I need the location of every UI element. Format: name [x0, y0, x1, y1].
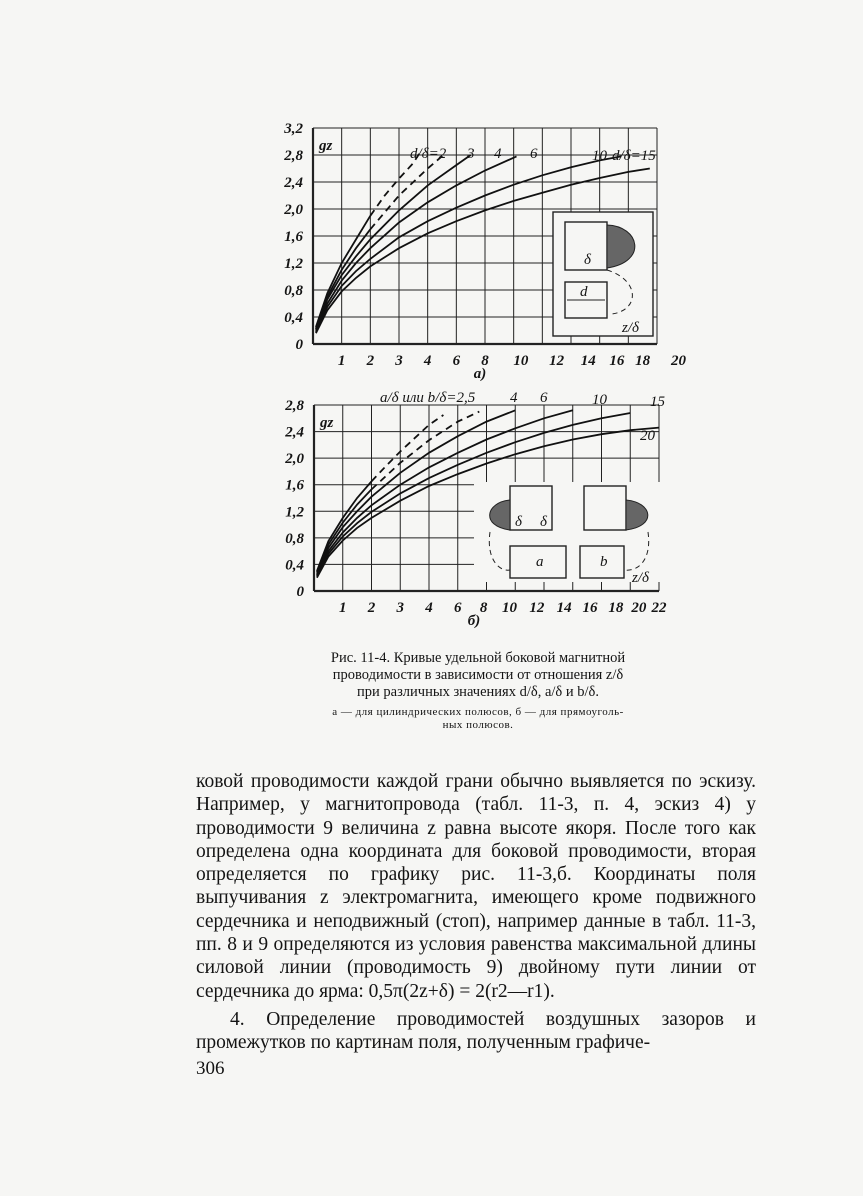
curve-label: d/δ=15 — [612, 148, 656, 164]
x-tick-label: 12 — [529, 600, 545, 616]
x-tick-label: 18 — [608, 600, 624, 616]
curve-label: 15 — [650, 394, 665, 410]
body-paragraph: 4. Определение проводимостей воздушных зазоров и промежутков по картинам поля, полученным графиче- — [196, 1009, 756, 1054]
inset-label: z/δ — [622, 320, 639, 336]
curve-label: a/δ или b/δ=2,5 — [380, 390, 476, 406]
x-tick-label: 3 — [395, 353, 403, 369]
y-tick-label: 2,0 — [284, 202, 303, 218]
y-tick-label: 2,0 — [285, 451, 304, 468]
y-tick-label: 0 — [296, 584, 304, 600]
curve-label: 6 — [530, 146, 538, 162]
x-tick-label: 10 — [513, 353, 529, 369]
x-tick-label: 14 — [556, 600, 572, 616]
x-tick-label: 6 — [454, 600, 462, 616]
x-tick-label: 22 — [651, 600, 667, 616]
subcaption-line: ных полюсов. — [442, 719, 514, 731]
curve-label: 20 — [640, 428, 655, 444]
page-number: 306 — [196, 1058, 225, 1079]
inset-label: d — [580, 284, 588, 300]
y-tick-label: 1,2 — [285, 504, 304, 521]
curve-label: d/δ=2 — [410, 146, 447, 162]
curve-label: 4 — [494, 146, 502, 162]
inset-label: δ — [584, 252, 591, 268]
curve-label: 10 — [592, 148, 607, 164]
caption-line: Рис. 11-4. Кривые удельной боковой магнитной — [330, 650, 626, 666]
y-tick-label: 1,2 — [284, 256, 303, 272]
x-tick-label: 6 — [452, 353, 461, 369]
x-tick-label: 2 — [366, 353, 375, 369]
x-tick-label: 1 — [339, 600, 347, 616]
y-tick-label: 2,4 — [284, 175, 303, 191]
inset-frame — [474, 482, 660, 582]
inset-label: δ — [540, 514, 547, 530]
curve-label: 6 — [540, 390, 548, 406]
y-tick-label: 0 — [295, 337, 303, 353]
x-tick-label: 4 — [425, 600, 433, 616]
x-tick-label: 16 — [609, 353, 625, 369]
x-tick-label: 2 — [367, 600, 376, 616]
curve-label: 4 — [510, 390, 518, 406]
y-tick-label: 1,6 — [285, 477, 304, 494]
curve-label: 10 — [592, 392, 607, 408]
series-line — [316, 156, 517, 330]
y-tick-label: 0,4 — [284, 310, 303, 326]
x-tick-label: 12 — [549, 353, 565, 369]
inset-label: z/δ — [632, 570, 649, 586]
x-tick-label: 20 — [671, 353, 686, 369]
chart-panel-b — [284, 390, 667, 629]
x-tick-label: 10 — [502, 600, 517, 616]
y-axis-label: gz — [319, 138, 333, 154]
figure-caption — [258, 650, 698, 701]
caption-line: при различных значениях d/δ, a/δ и b/δ. — [356, 684, 599, 700]
curve-label: 3 — [467, 146, 475, 162]
x-tick-label: 4 — [423, 353, 432, 369]
body-paragraph: ковой проводимости каждой грани обычно выявляется по эскизу. Например, у магнитопровода (табл. 11-3, п. 4, эскиз 4) у проводимости 9 величина z равна высоте якоря. После того как определена одна координата для боковой проводимости, вторая определяется по графику рис. 11-3,б. Координаты поля выпучивания z электромагнита, имеющего кроме подвижного сердечника и неподвижный (стоп), например данные в табл. 11-3, пп. 8 и 9 определяются из условия равенства максимальной длины силовой линии (проводимость 9) двойному пути линии от сердечника до ярма: 0,5π(2z+δ) = 2(r2—r1). — [196, 771, 756, 1002]
inset-label: a — [536, 554, 544, 570]
x-tick-label: 16 — [582, 600, 598, 616]
y-tick-label: 0,8 — [285, 530, 304, 547]
subcaption-line: а — для цилиндрических полюсов, б — для прямоуголь- — [332, 706, 624, 718]
series-line-dashed — [372, 415, 444, 481]
y-axis-label: gz — [320, 415, 334, 431]
x-tick-label: 1 — [337, 353, 346, 369]
y-tick-label: 2,4 — [285, 424, 304, 441]
y-tick-label: 0,8 — [284, 283, 303, 299]
caption-line: проводимости в зависимости от отношения z/δ — [332, 667, 624, 683]
x-tick-label: 3 — [396, 600, 404, 616]
series-line-dashed — [370, 154, 419, 216]
x-tick-label: 8 — [479, 600, 488, 616]
x-tick-label: 8 — [481, 353, 489, 369]
inset-label: b — [600, 554, 608, 570]
y-tick-label: 2,8 — [284, 148, 303, 164]
y-tick-label: 1,6 — [284, 229, 303, 245]
y-tick-label: 3,2 — [284, 121, 303, 137]
chart-panel-a — [283, 121, 686, 382]
panel-label: а) — [473, 366, 487, 382]
y-tick-label: 0,4 — [285, 557, 304, 574]
panel-label: б) — [467, 613, 481, 629]
inset-label: δ — [515, 514, 522, 530]
x-tick-label: 20 — [631, 600, 647, 616]
x-tick-label: 14 — [580, 353, 596, 369]
x-tick-label: 18 — [635, 353, 651, 369]
y-tick-label: 2,8 — [285, 398, 304, 414]
figure-subcaption — [258, 706, 698, 732]
